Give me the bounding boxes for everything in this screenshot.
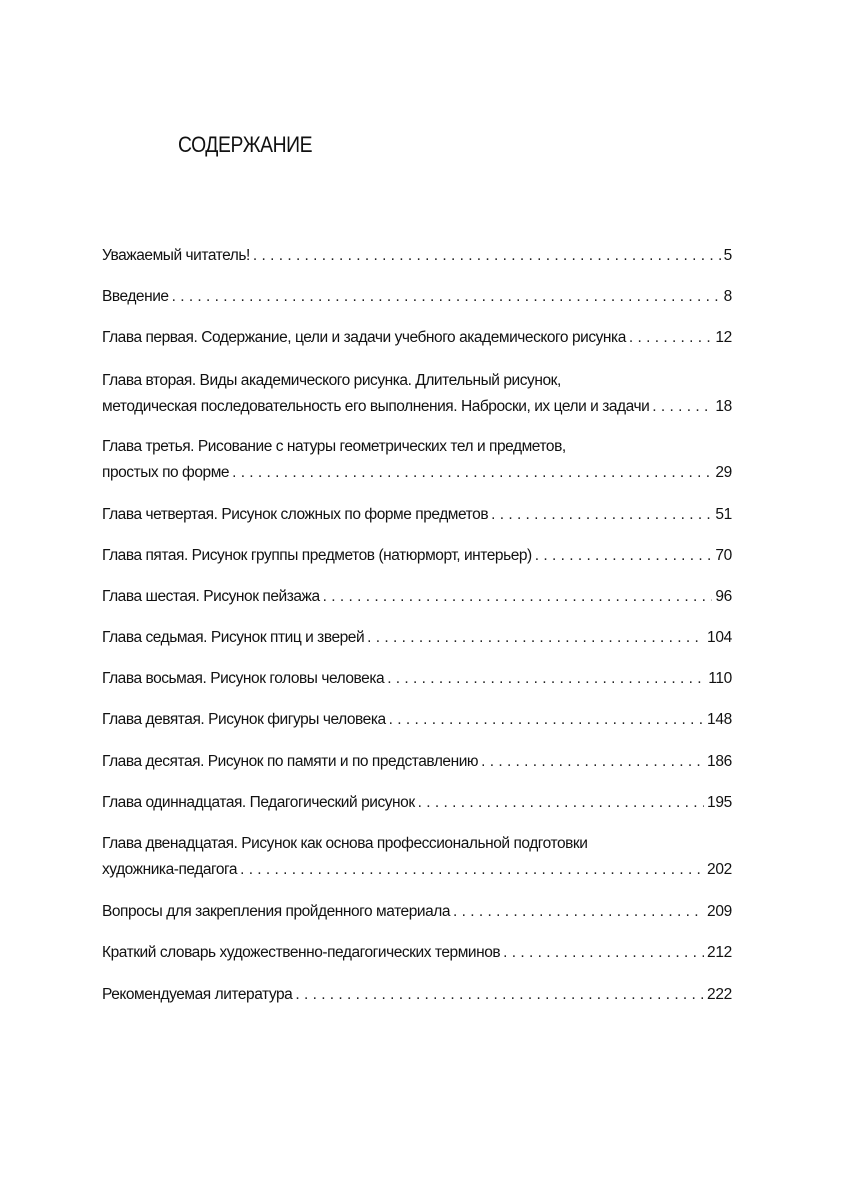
- toc-entry-text-line1: Глава вторая. Виды академического рисунка. Длительный рисунок,: [102, 372, 561, 389]
- toc-page-number: 186: [707, 753, 732, 770]
- toc-entry-glossary[interactable]: [102, 941, 732, 964]
- toc-entry-text: Глава девятая. Рисунок фигуры человека: [102, 711, 386, 728]
- toc-page-number: 104: [707, 629, 732, 646]
- toc-page-number: 212: [707, 944, 732, 961]
- toc-entry-chapter-11[interactable]: [102, 791, 732, 814]
- dot-leader: [652, 395, 712, 418]
- toc-page-number: 96: [715, 588, 732, 605]
- toc-entry-chapter-3[interactable]: [102, 435, 732, 484]
- dot-leader: [389, 708, 704, 731]
- dot-leader: [387, 667, 705, 690]
- toc-entry-text: Вопросы для закрепления пройденного материала: [102, 903, 451, 920]
- toc-page-number: 51: [715, 506, 732, 523]
- toc-page-number: 29: [715, 464, 732, 481]
- page-title: СОДЕРЖАНИЕ: [178, 132, 313, 157]
- toc-entry-text: Глава первая. Содержание, цели и задачи учебного академического рисунка: [102, 329, 626, 346]
- toc-entry-text: методическая последовательность его выполнения. Наброски, их цели и задачи: [102, 398, 650, 415]
- toc-entry-chapter-1[interactable]: [102, 326, 732, 349]
- dot-leader: [240, 858, 704, 881]
- toc-entry-references[interactable]: [102, 983, 732, 1006]
- dot-leader: [503, 941, 704, 964]
- dot-leader: [323, 585, 713, 608]
- toc-entry-review-questions[interactable]: [102, 900, 732, 923]
- toc-entry-text: Глава четвертая. Рисунок сложных по форме предметов: [102, 506, 489, 523]
- toc-entry-text: Краткий словарь художественно-педагогических терминов: [102, 944, 501, 961]
- toc-entry-text: Глава шестая. Рисунок пейзажа: [102, 588, 320, 605]
- toc-entry-chapter-6[interactable]: [102, 585, 732, 608]
- toc-entry-chapter-4[interactable]: [102, 503, 732, 526]
- toc-page-number: 18: [715, 398, 732, 415]
- toc-entry-introduction[interactable]: [102, 285, 732, 308]
- toc-entry-chapter-9[interactable]: [102, 708, 732, 731]
- toc-page-number: 70: [715, 547, 732, 564]
- toc-entry-text: Глава десятая. Рисунок по памяти и по представлению: [102, 753, 479, 770]
- dot-leader: [491, 503, 712, 526]
- toc-entry-chapter-12[interactable]: [102, 832, 732, 881]
- toc-entry-text: Глава восьмая. Рисунок головы человека: [102, 670, 385, 687]
- dot-leader: [172, 285, 721, 308]
- toc-page-number: 202: [707, 861, 732, 878]
- toc-entry-text: Рекомендуемая литература: [102, 986, 293, 1003]
- toc-page-number: 8: [723, 288, 732, 305]
- toc-entry-text-line1: Глава двенадцатая. Рисунок как основа профессиональной подготовки: [102, 835, 588, 852]
- toc-entry-foreword[interactable]: [102, 244, 732, 267]
- toc-entry-text: Глава седьмая. Рисунок птиц и зверей: [102, 629, 365, 646]
- toc-page-number: 148: [707, 711, 732, 728]
- dot-leader: [253, 244, 721, 267]
- dot-leader: [629, 326, 712, 349]
- toc-entry-chapter-10[interactable]: [102, 750, 732, 773]
- toc-entry-chapter-8[interactable]: [102, 667, 732, 690]
- toc-entry-text: художника-педагога: [102, 861, 238, 878]
- toc-page-number: 222: [707, 986, 732, 1003]
- toc-entry-text: простых по форме: [102, 464, 230, 481]
- dot-leader: [535, 544, 713, 567]
- dot-leader: [453, 900, 704, 923]
- dot-leader: [418, 791, 704, 814]
- dot-leader: [367, 626, 704, 649]
- toc-entry-chapter-5[interactable]: [102, 544, 732, 567]
- toc-page-number: 209: [707, 903, 732, 920]
- dot-leader: [232, 461, 712, 484]
- dot-leader: [295, 983, 704, 1006]
- toc-entry-text: Глава одиннадцатая. Педагогический рисунок: [102, 794, 415, 811]
- toc-entry-chapter-2[interactable]: [102, 369, 732, 418]
- toc-entry-text: Уважаемый читатель!: [102, 247, 250, 264]
- toc-page-number: 5: [723, 247, 732, 264]
- toc-page-number: 12: [715, 329, 732, 346]
- toc-entry-text: Введение: [102, 288, 169, 305]
- toc-page-number: 195: [707, 794, 732, 811]
- dot-leader: [481, 750, 704, 773]
- toc-entry-text: Глава пятая. Рисунок группы предметов (натюрморт, интерьер): [102, 547, 532, 564]
- toc-page-number: 110: [708, 670, 732, 687]
- toc-entry-chapter-7[interactable]: [102, 626, 732, 649]
- toc-entry-text-line1: Глава третья. Рисование с натуры геометрических тел и предметов,: [102, 438, 566, 455]
